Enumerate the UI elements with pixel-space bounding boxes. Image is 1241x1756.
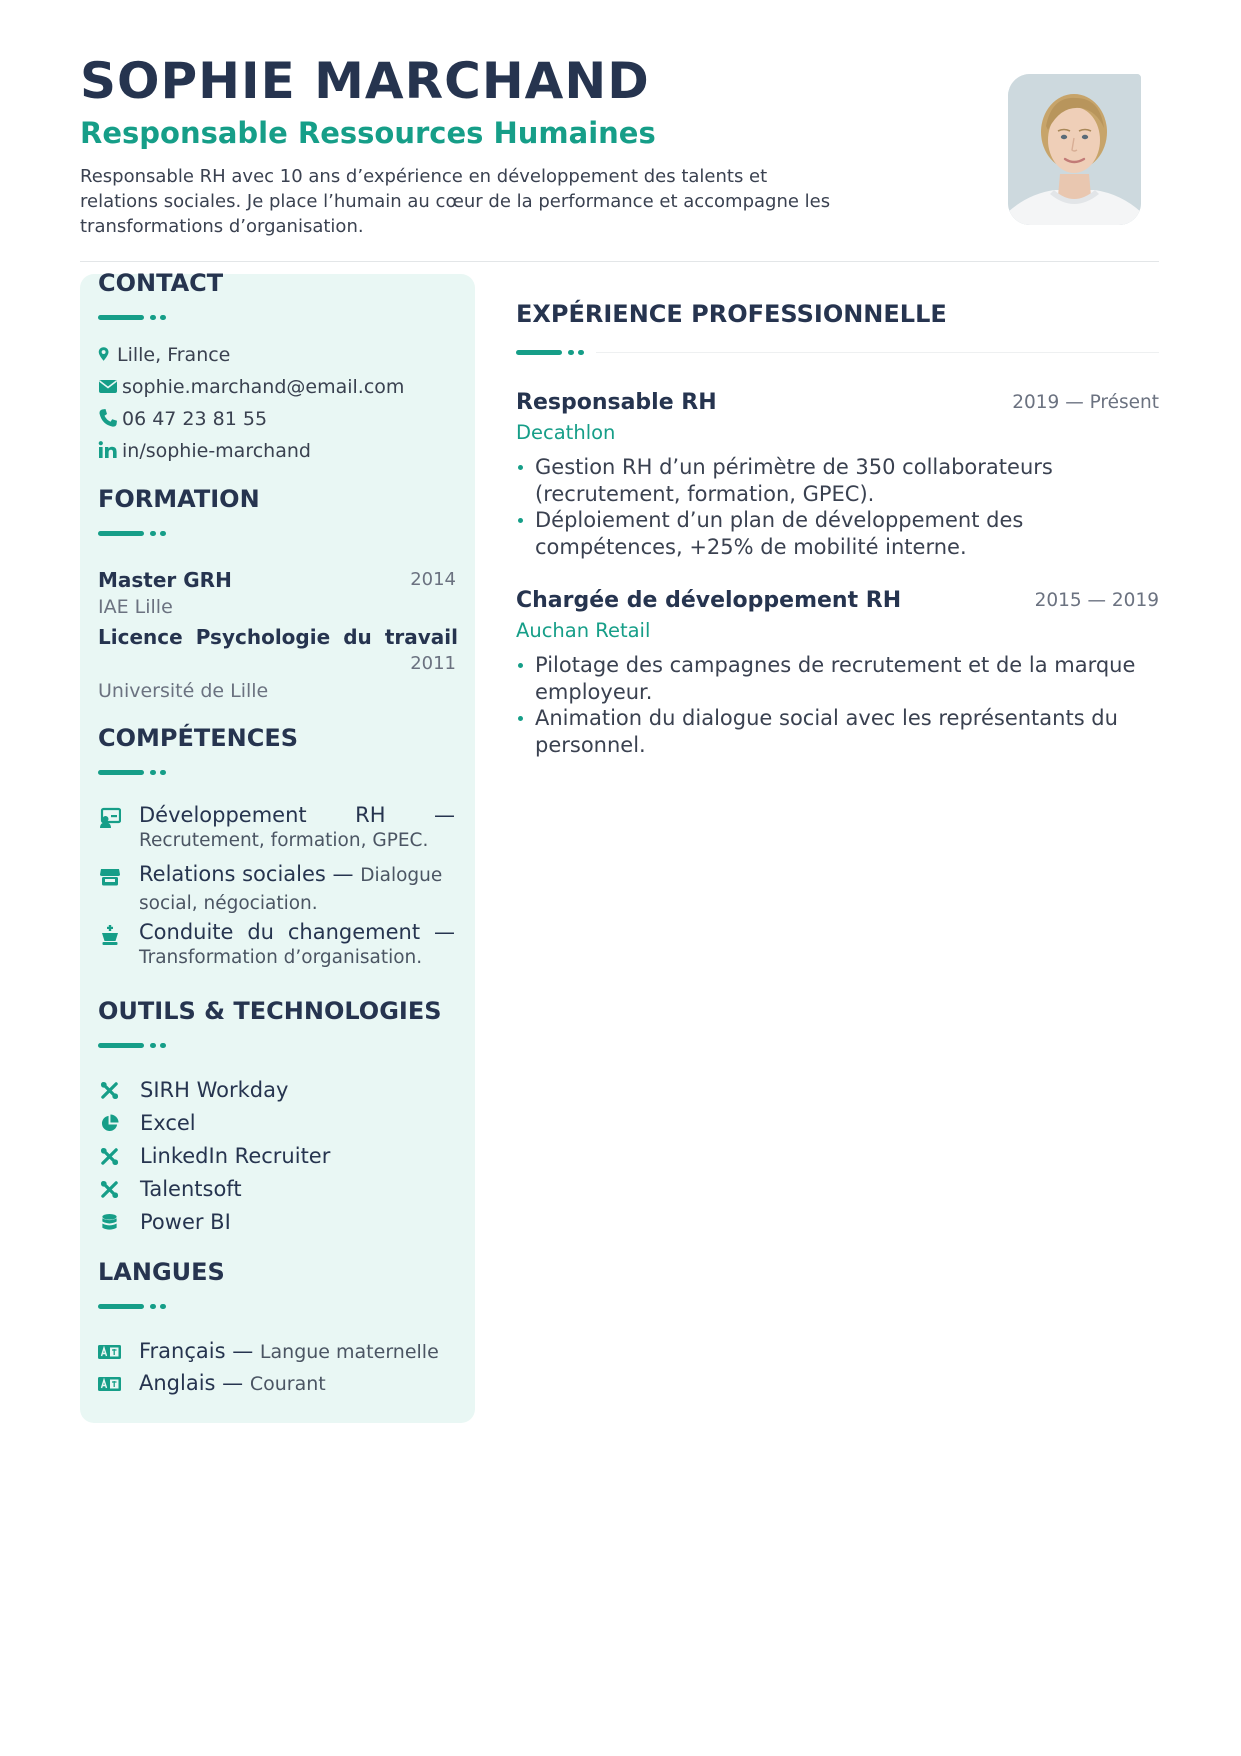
language-icon [98,1345,121,1359]
formation-degree: Master GRH [98,568,232,592]
formation-degree: Licence Psychologie du travail [98,625,458,649]
skill-item: Relations sociales — Dialogue social, négociation. [139,862,443,914]
job-bullets [516,652,1159,758]
language-level: Langue maternelle [259,1341,439,1363]
tool-label: Talentsoft [140,1177,242,1201]
section-underline [98,1043,170,1048]
profile-photo [1008,74,1141,225]
contact-email[interactable] [98,375,404,399]
language-level: Courant [249,1373,326,1395]
candidate-title: Responsable Ressources Humaines [80,116,656,150]
job-dates: 2015 — 2019 [1034,590,1159,611]
map-marker-icon [98,344,113,364]
tools-icon [100,1081,119,1100]
contact-linkedin[interactable] [98,439,311,463]
envelope-icon [98,376,118,396]
pie-chart-icon [100,1114,119,1133]
tools-icon [100,1180,119,1199]
job-bullet: Animation du dialogue social avec les représentants du personnel. [516,705,1159,758]
job-bullet: Déploiement d’un plan de développement des compétences, +25% de mobilité interne. [516,507,1076,560]
contact-phone[interactable] [98,407,267,431]
resume-page: SOPHIE MARCHAND Responsable Ressources Humaines Responsable RH avec 10 ans d’expérience en développement des talents et relations sociales. Je place l’humain au cœur de la performance et accompagne les transformations d’organisation. CONTACT Lille, France sophie.marchand@email.com 06 47 23 81 55 in/sophie-marchand FORMATION Master GRH 2014 IAE Lille Licence Psychologie du travail 2011 Université de Lille COMPÉTENCES Développement RH — Recrutement, formation, GPEC. Relations sociales — Dialogue social, négociation. Conduite du changement — Transformation d’organisation. OUTILS & TECHNOLOGIES SIRH Workday Excel LinkedIn Recruiter Talentsoft Power BI LANGUES Français — Langue maternelle Anglais — Courant EXPÉRIENCE PROFESSIONNELLE Responsable RH 2019 — Présent Decathlon Gestion RH d’un périmètre de 350 collaborateurs (recrutement, formation, GPEC). Déploiement d’un plan de développement des compétences, +25% de mobilité interne. Chargée de développement RH 2015 — 2019 Auchan Retail Pilotage des campagnes de recrutement et de la marque employeur. Animation du dialogue social avec les représentants du personnel. [0,0,1241,1756]
chess-king-icon [99,924,121,946]
tools-icon [100,1147,119,1166]
job-bullet: Gestion RH d’un périmètre de 350 collaborateurs (recrutement, formation, GPEC). [516,454,1076,507]
skill-desc: Dialogue social, négociation. [139,865,443,914]
store-icon [99,866,121,888]
linkedin-text: in/sophie-marchand [122,440,311,462]
language-name: Français [139,1339,226,1363]
skill-name: Développement RH [139,803,386,827]
skill-name: Relations sociales [139,862,326,886]
skill-item: Développement RH — Recrutement, formation, GPEC. [139,802,455,854]
experience-divider [596,352,1159,353]
job-company: Decathlon [516,421,616,444]
tool-label: Excel [140,1111,196,1135]
experience-heading: EXPÉRIENCE PROFESSIONNELLE [516,300,947,328]
header-divider [80,261,1159,262]
section-underline [98,770,170,775]
skill-desc: Recrutement, formation, GPEC. [139,830,429,851]
section-underline [98,1304,170,1309]
tool-label: SIRH Workday [140,1078,289,1102]
competences-heading: COMPÉTENCES [98,724,299,752]
contact-heading: CONTACT [98,269,224,297]
formation-school: IAE Lille [98,596,173,618]
tool-label: Power BI [140,1210,231,1234]
langues-heading: LANGUES [98,1258,225,1286]
skill-name: Conduite du changement [139,920,421,944]
language-icon [98,1377,121,1391]
candidate-name: SOPHIE MARCHAND [80,52,650,110]
job-bullet: Pilotage des campagnes de recrutement et de la marque employeur. [516,652,1159,705]
job-company: Auchan Retail [516,619,651,642]
language-name: Anglais [139,1371,216,1395]
formation-heading: FORMATION [98,485,260,513]
outils-heading: OUTILS & TECHNOLOGIES [98,997,442,1025]
linkedin-icon [98,440,118,460]
section-underline [98,315,170,320]
skill-item: Conduite du changement — Transformation d’organisation. [139,919,455,971]
job-title: Responsable RH [516,390,717,415]
database-icon [100,1213,119,1232]
job-bullets [516,454,1076,560]
job-title: Chargée de développement RH [516,588,902,613]
skill-desc: Transformation d’organisation. [139,947,423,968]
job-dates: 2019 — Présent [1012,392,1159,413]
presentation-icon [99,807,121,829]
formation-year: 2014 [410,569,456,590]
email-text: sophie.marchand@email.com [122,376,405,398]
profile-summary: Responsable RH avec 10 ans d’expérience en développement des talents et relations sociales. Je place l’humain au cœur de la performance et accompagne les transformations d’organisation. [80,166,831,237]
location-text: Lille, France [117,344,231,366]
section-underline [516,350,588,355]
formation-school: Université de Lille [98,680,269,702]
phone-icon [98,408,118,428]
contact-location [98,343,230,367]
section-underline [98,531,170,536]
tool-label: LinkedIn Recruiter [140,1144,331,1168]
formation-year: 2011 [410,653,456,674]
phone-text: 06 47 23 81 55 [122,408,268,430]
